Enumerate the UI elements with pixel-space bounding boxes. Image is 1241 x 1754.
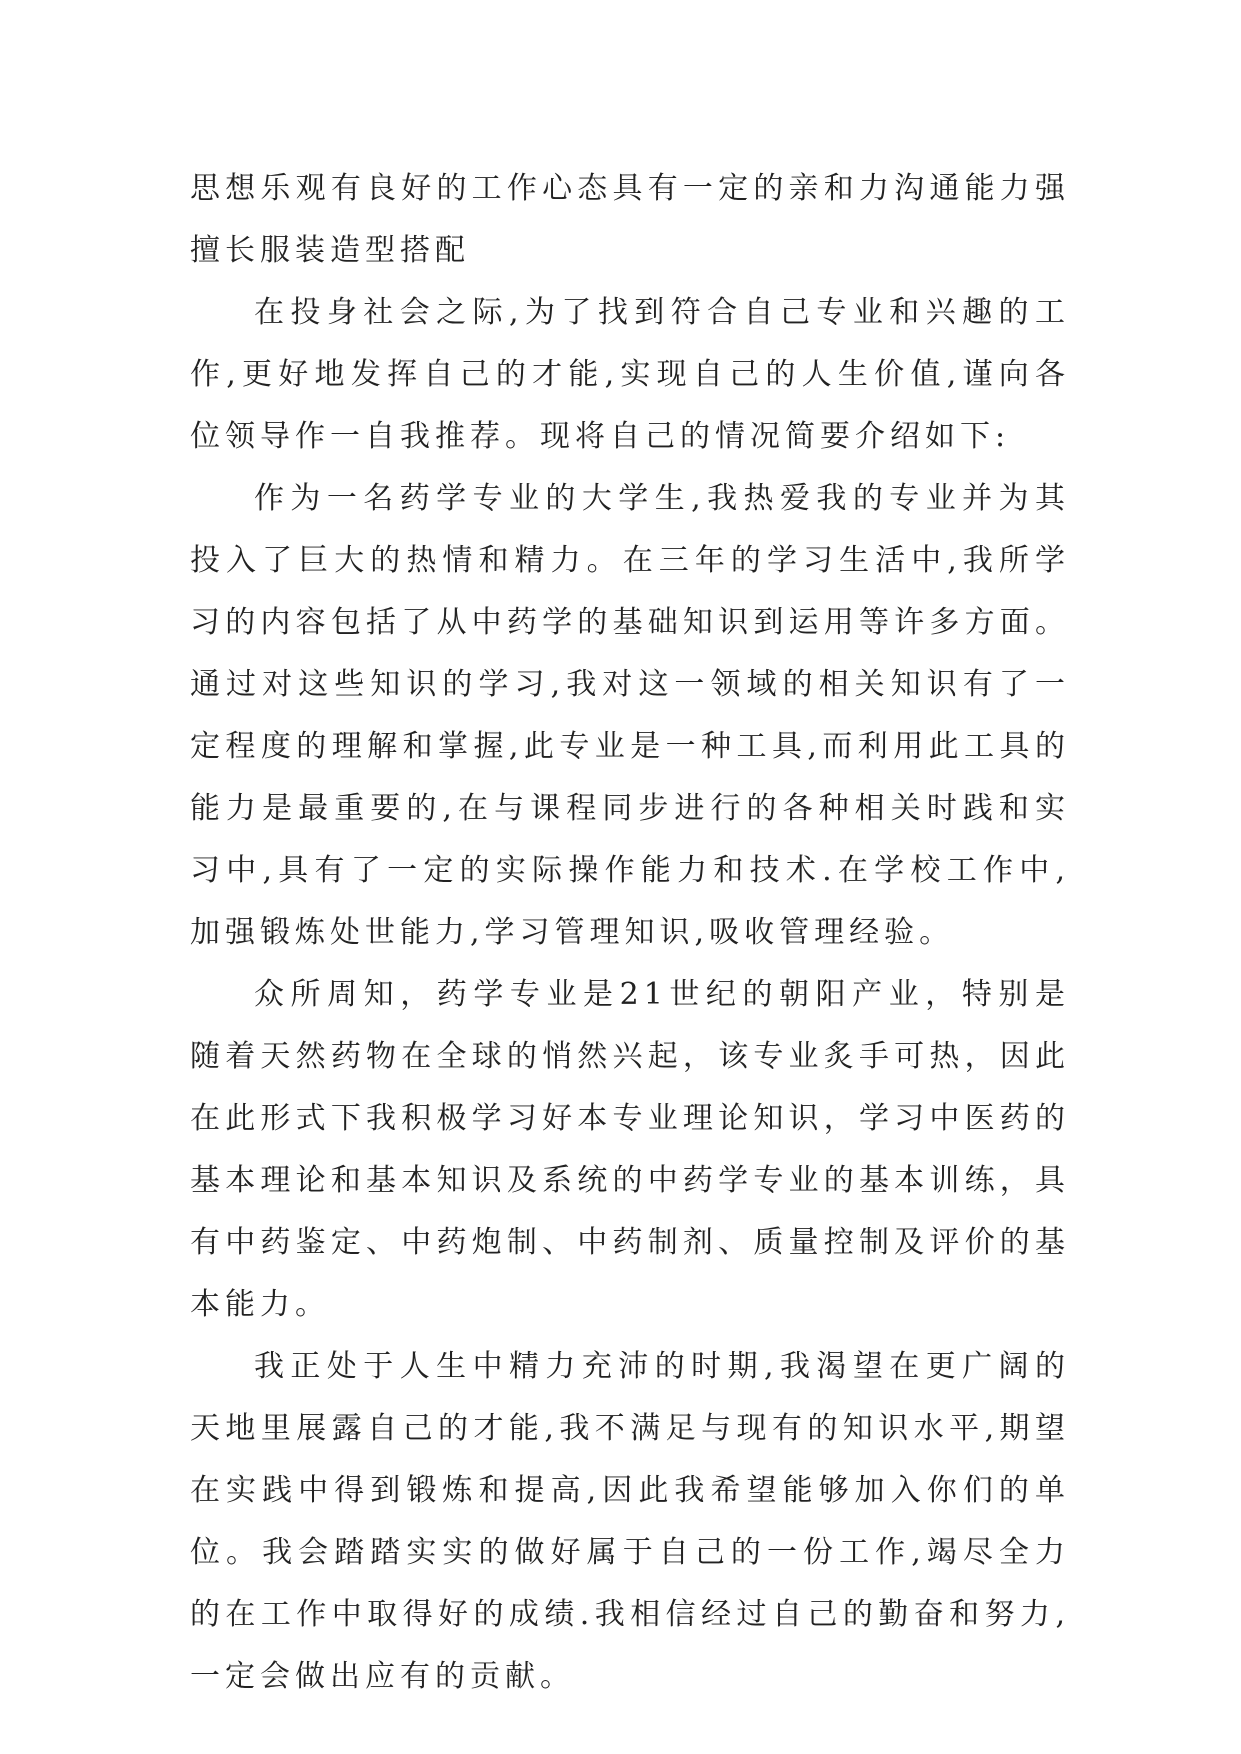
paragraph-intro: 在投身社会之际,为了找到符合自己专业和兴趣的工作,更好地发挥自己的才能,实现自己的人生价值,谨向各位领导作一自我推荐。现将自己的情况简要介绍如下: (190, 295, 1070, 454)
paragraph-summary: 思想乐观有良好的工作心态具有一定的亲和力沟通能力强擅长服装造型搭配 (190, 171, 1070, 268)
paragraph-closing: 我正处于人生中精力充沛的时期,我渴望在更广阔的天地里展露自己的才能,我不满足与现有的知识水平,期望在实践中得到锻炼和提高,因此我希望能够加入你们的单位。我会踏踏实实的做好属于自己的一份工作,竭尽全力的在工作中取得好的成绩.我相信经过自己的勤奋和努力,一定会做出应有的贡献。 (190, 1349, 1070, 1694)
document-body (190, 158, 1070, 1708)
paragraph-major: 众所周知，药学专业是21世纪的朝阳产业，特别是随着天然药物在全球的悄然兴起，该专业炙手可热，因此在此形式下我积极学习好本专业理论知识，学习中医药的基本理论和基本知识及系统的中药学专业的基本训练，具有中药鉴定、中药炮制、中药制剂、质量控制及评价的基本能力。 (190, 977, 1070, 1322)
paragraph-education: 作为一名药学专业的大学生,我热爱我的专业并为其投入了巨大的热情和精力。在三年的学习生活中,我所学习的内容包括了从中药学的基础知识到运用等许多方面。通过对这些知识的学习,我对这一领域的相关知识有了一定程度的理解和掌握,此专业是一种工具,而利用此工具的能力是最重要的,在与课程同步进行的各种相关时践和实习中,具有了一定的实际操作能力和技术.在学校工作中,加强锻炼处世能力,学习管理知识,吸收管理经验。 (190, 481, 1070, 950)
